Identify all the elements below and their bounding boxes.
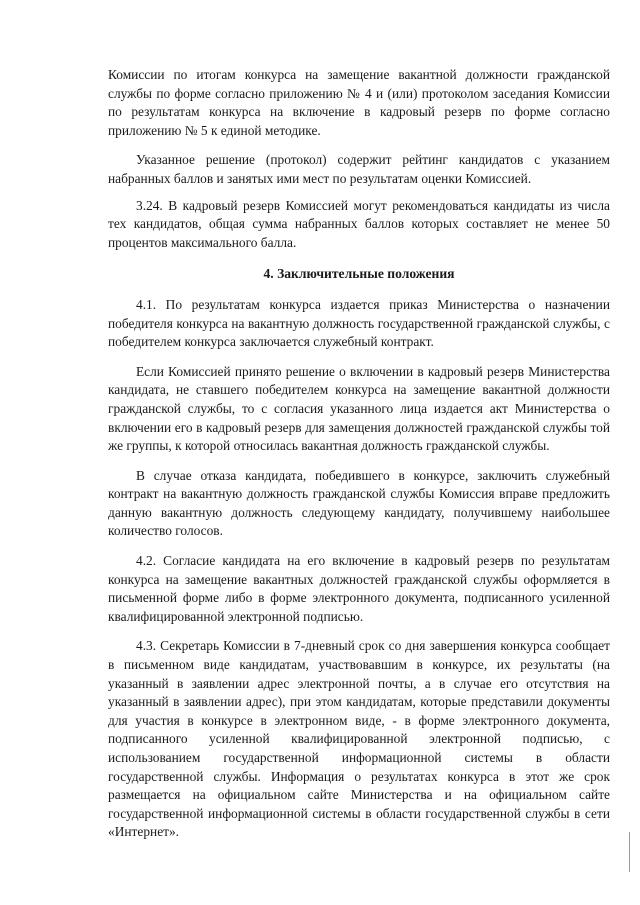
scan-edge-mark: [629, 832, 630, 872]
paragraph-4-1: 4.1. По результатам конкурса издается приказ Министерства о назначении победителя конкурса на вакантную должность государственной гражданской службы, с победителем конкурса заключается служебный контракт.: [108, 296, 610, 350]
paragraph-protocol-rating: Указанное решение (протокол) содержит рейтинг кандидатов с указанием набранных баллов и занятых ими мест по результатам оценки Комиссией.: [108, 152, 610, 186]
paragraph-reserve-decision: Если Комиссией принято решение о включении в кадровый резерв Министерства кандидата, не ставшего победителем конкурса на замещение вакантной должности гражданской службы, то с согласия указанного лица издается акт Министерства о включении его в кадровый резерв для замещения должностей гражданской службы той же группы, к которой относилась вакантная должность гражданской службы.: [108, 363, 610, 454]
paragraph-4-2: 4.2. Согласие кандидата на его включение в кадровый резерв по результатам конкурса на замещение вакантных должностей гражданской службы оформляется в письменной форме либо в форме электронного документа, подписанного усиленной квалифицированной электронной подписью.: [108, 553, 610, 624]
section-heading: 4. Заключительные положения: [263, 266, 455, 282]
document-page: [108, 66, 610, 842]
paragraph-3-24: 3.24. В кадровый резерв Комиссией могут рекомендоваться кандидаты из числа тех кандидатов, общая сумма набранных баллов которых составляет не менее 50 процентов максимального балла.: [108, 197, 610, 250]
paragraph-4-3: 4.3. Секретарь Комиссии в 7-дневный срок со дня завершения конкурса сообщает в письменном виде кандидатам, участвовавшим в конкурсе, их результаты (на указанный в заявлении адрес электронной почты, а в случае его отсутствия на указанный в заявлении адрес), при этом кандидатам, которые представили документы для участия в конкурсе в электронном виде, - в форме электронного документа, подписанного усиленной квалифицированной электронной подписью, с использованием государственной информационной системы в области государственной службы. Информация о результатах конкурса в этот же срок размещается на официальном сайте Министерства и на официальном сайте государственной информационной системы в области государственной службы в сети «Интернет».: [108, 638, 610, 840]
paragraph-continued: Комиссии по итогам конкурса на замещение вакантной должности гражданской службы по форме согласно приложению № 4 и (или) протоколом заседания Комиссии по результатам конкурса на включение в кадровый резерв по форме согласно приложению № 5 к единой методике.: [108, 67, 610, 138]
paragraph-refusal: В случае отказа кандидата, победившего в конкурсе, заключить служебный контракт на вакантную должность гражданской службы Комиссия вправе предложить данную вакантную должность следующему кандидату, получившему наибольшее количество голосов.: [108, 467, 610, 539]
